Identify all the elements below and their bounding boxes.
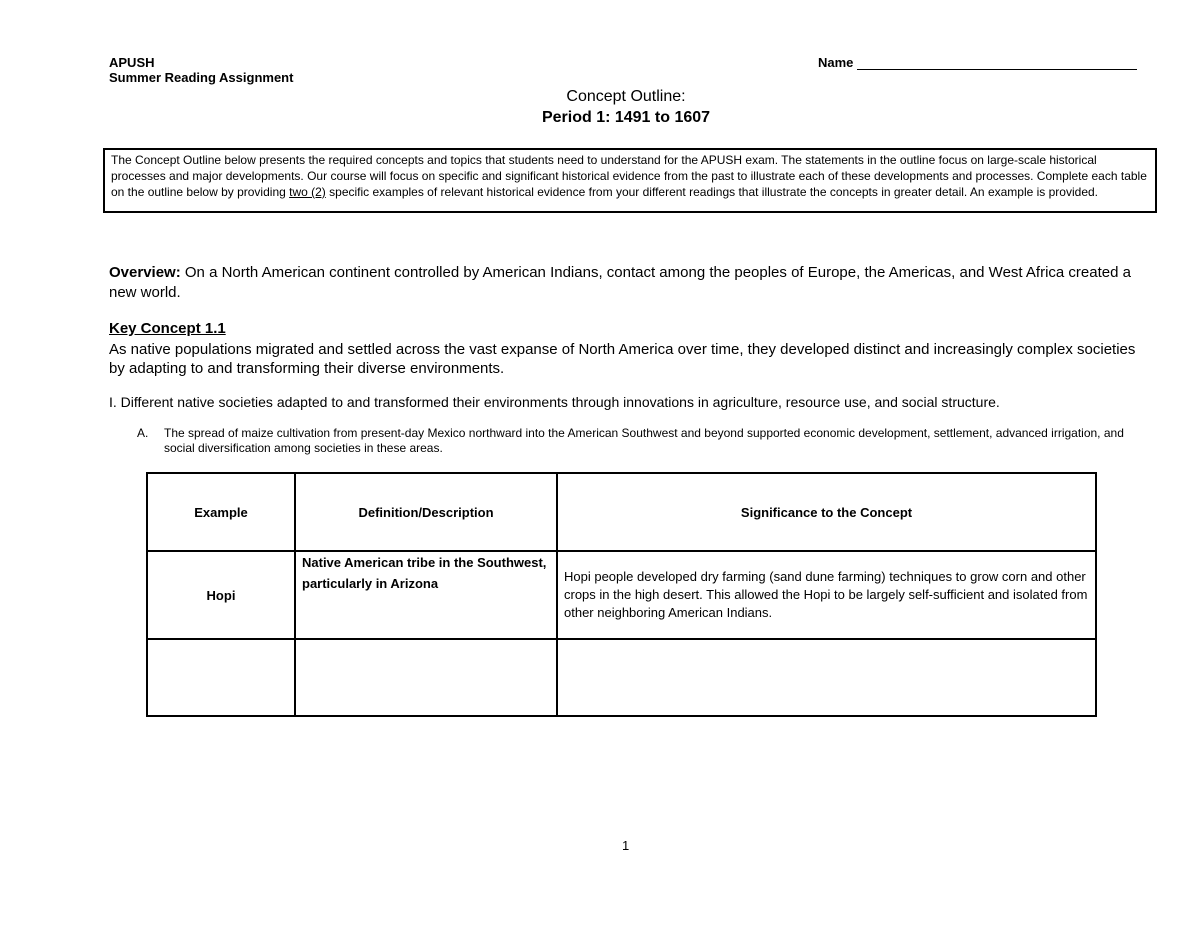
instructions-text-part2: specific examples of relevant historical evidence from your different readings that illustrate the concepts in greater detail. An example is provided. [325, 185, 1098, 199]
course-label: APUSH [109, 55, 155, 70]
instructions-box [103, 148, 1157, 213]
cell-significance: Hopi people developed dry farming (sand dune farming) techniques to grow corn and other crops in the high desert. This allowed the Hopi to be largely self-sufficient and isolated from other neighboring American Indians. [557, 551, 1096, 639]
header-example: Example [147, 473, 295, 551]
overview-text: On a North American continent controlled by American Indians, contact among the peoples of Europe, the Americas, and West Africa created a new world. [109, 264, 1131, 301]
key-concept-heading: Key Concept 1.1 [109, 320, 226, 337]
outline-item-I: I. Different native societies adapted to and transformed their environments through innovations in agriculture, resource use, and social structure. [109, 394, 1000, 410]
table-header-row [147, 473, 1096, 551]
overview-label: Overview: [109, 264, 181, 281]
overview-paragraph [109, 263, 1149, 303]
assignment-label: Summer Reading Assignment [109, 70, 294, 85]
name-blank-line[interactable] [857, 56, 1137, 70]
key-concept-text: As native populations migrated and settled across the vast expanse of North America over time, they developed distinct and increasingly complex societies by adapting to and transforming their diverse environments. [109, 341, 1136, 377]
cell-definition: Native American tribe in the Southwest, particularly in Arizona [295, 551, 557, 639]
instructions-underlined: two (2) [289, 185, 326, 199]
cell-example-empty[interactable] [147, 639, 295, 716]
outline-item-A-letter: A. [137, 426, 149, 440]
title-line-1: Concept Outline: [566, 88, 686, 105]
header-left [109, 55, 293, 85]
cell-definition-empty[interactable] [295, 639, 557, 716]
cell-significance-empty[interactable] [557, 639, 1096, 716]
instructions-text-part1: The Concept Outline below presents the required concepts and topics that students need to understand for the APUSH exam. The statements in the outline focus on large-scale historical processes and major developments. Our course will focus on specific and significant historical evidence from the past to illustrate each of these developments and processes. Complete each table on the outline below by providing [111, 153, 1147, 199]
page-number: 1 [622, 838, 630, 853]
title-line-2: Period 1: 1491 to 1607 [541, 109, 711, 126]
header-definition: Definition/Description [295, 473, 557, 551]
page-title [0, 86, 1200, 128]
outline-item-A-text: The spread of maize cultivation from present-day Mexico northward into the American Southwest and beyond supported economic development, settlement, advanced irrigation, and social diversification among societies in these areas. [164, 426, 1124, 455]
cell-example: Hopi [147, 551, 295, 639]
name-field[interactable] [818, 55, 1137, 70]
table-row [147, 639, 1096, 716]
name-label: Name [818, 55, 854, 70]
header-significance: Significance to the Concept [557, 473, 1096, 551]
table-row [147, 551, 1096, 639]
evidence-table [146, 472, 1097, 717]
